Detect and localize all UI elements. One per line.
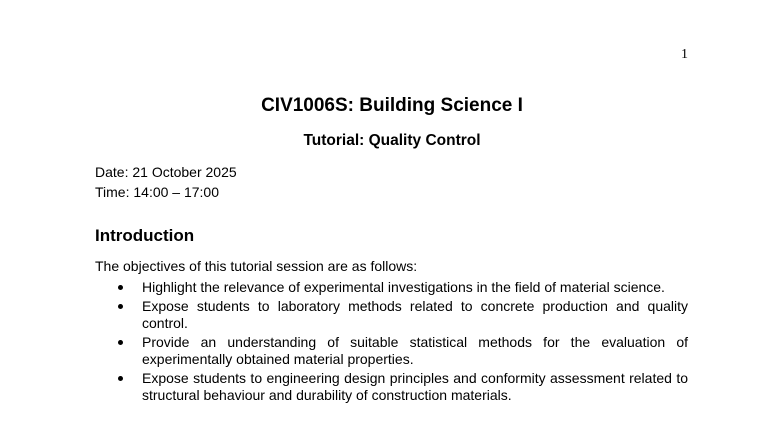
objective-text: Highlight the relevance of experimental investigations in the field of material science. — [142, 279, 665, 295]
introduction-heading: Introduction — [95, 226, 195, 245]
objective-text: Provide an understanding of suitable statistical methods for the evaluation of experimentally obtained material properties. — [142, 334, 688, 367]
objectives-list — [95, 279, 688, 406]
list-item — [95, 279, 688, 296]
bullet-icon — [118, 376, 123, 381]
document-subtitle: Tutorial: Quality Control — [303, 132, 481, 149]
page-number: 1 — [681, 47, 688, 62]
bullet-icon — [118, 304, 123, 309]
bullet-icon — [118, 340, 123, 345]
tutorial-date: Date: 21 October 2025 — [95, 164, 237, 180]
list-item — [95, 298, 688, 332]
introduction-lead: The objectives of this tutorial session are as follows: — [95, 258, 418, 274]
document-title: CIV1006S: Building Science I — [261, 95, 523, 116]
objective-text: Expose students to engineering design principles and conformity assessment related to structural behaviour and durability of construction materials. — [142, 370, 688, 403]
bullet-icon — [118, 285, 123, 290]
tutorial-time: Time: 14:00 – 17:00 — [95, 184, 220, 200]
list-item — [95, 334, 688, 368]
list-item — [95, 370, 688, 404]
objective-text: Expose students to laboratory methods related to concrete production and quality control. — [142, 298, 688, 331]
